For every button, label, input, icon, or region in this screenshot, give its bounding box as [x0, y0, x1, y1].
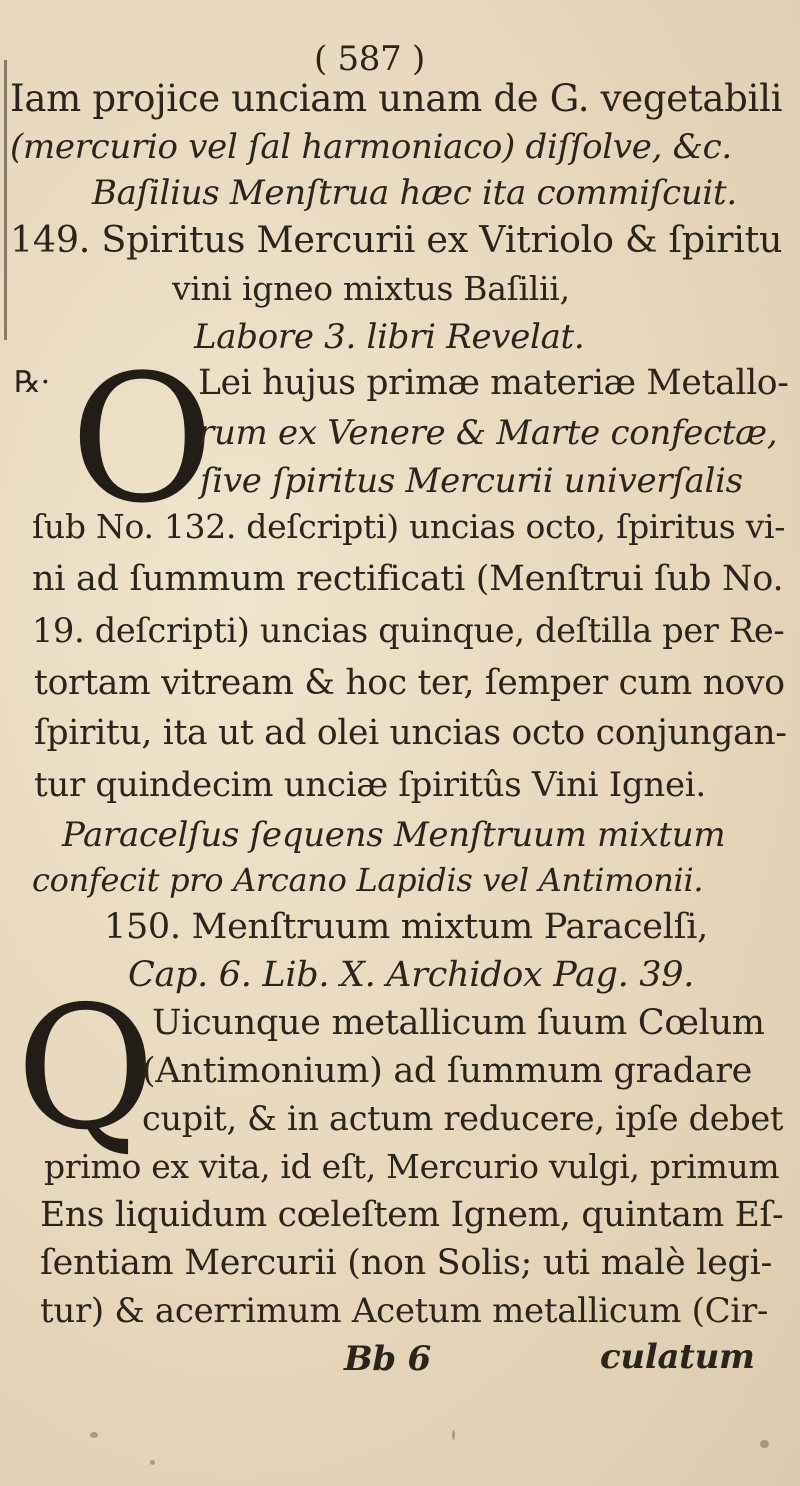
- text-line-22: cupit, & in actum reducere, ipſe debet: [142, 1099, 784, 1138]
- text-line-9: ſive ſpiritus Mercurii univerſalis: [200, 461, 743, 501]
- text-line-10: ſub No. 132. deſcripti) uncias octo, ſpiritus vi-: [32, 507, 786, 546]
- drop-cap-o: O: [70, 337, 215, 542]
- page-edge-rule: [4, 60, 7, 340]
- text-line-2: (mercurio vel ſal harmoniaco) diſſolve, &c.: [10, 127, 732, 167]
- text-line-13: tortam vitream & hoc ter, ſemper cum novo: [34, 663, 785, 703]
- text-line-24: Ens liquidum cœleſtem Ignem, quintam Eſ-: [40, 1195, 784, 1235]
- text-line-3: Baſilius Menſtrua hæc ita commiſcuit.: [92, 173, 737, 213]
- text-line-6: Labore 3. libri Revelat.: [194, 317, 585, 357]
- text-line-5: vini igneo mixtus Baſilii,: [172, 269, 570, 308]
- text-line-12: 19. deſcripti) uncias quinque, deſtilla per Re-: [32, 611, 785, 650]
- text-line-8: rum ex Venere & Marte confectæ,: [198, 413, 778, 453]
- catchword: culatum: [600, 1337, 755, 1377]
- paper-speck: [150, 1460, 155, 1465]
- paper-speck: [760, 1440, 769, 1448]
- text-line-20: Uicunque metallicum ſuum Cœlum: [152, 1003, 765, 1043]
- text-line-21: (Antimonium) ad ſummum gradare: [142, 1051, 753, 1091]
- drop-cap-q: Q: [16, 970, 156, 1168]
- text-line-7: Lei hujus primæ materiæ Metallo-: [198, 363, 789, 403]
- text-line-19: Cap. 6. Lib. X. Archidox Pag. 39.: [128, 955, 695, 995]
- text-line-16: Paracelſus ſequens Menſtruum mixtum: [62, 815, 726, 855]
- paper-speck: [452, 1430, 455, 1440]
- text-line-4: 149. Spiritus Mercurii ex Vitriolo & ſpiritu: [10, 218, 783, 261]
- text-line-25: ſentiam Mercurii (non Solis; uti malè legi-: [40, 1243, 773, 1283]
- paper-speck: [90, 1432, 98, 1438]
- signature-mark: Bb 6: [344, 1339, 431, 1379]
- text-line-26: tur) & acerrimum Acetum metallicum (Cir-: [40, 1291, 769, 1331]
- recipe-symbol: ℞·: [14, 365, 50, 400]
- text-line-1: Iam projice unciam unam de G. vegetabili: [10, 77, 783, 120]
- text-line-15: tur quindecim unciæ ſpiritûs Vini Ignei.: [34, 765, 706, 805]
- text-line-18: 150. Menſtruum mixtum Paracelſi,: [104, 907, 708, 947]
- text-line-11: ni ad ſummum rectificati (Menſtrui ſub No.: [32, 559, 784, 599]
- text-line-23: primo ex vita, id eſt, Mercurio vulgi, primum: [44, 1147, 780, 1186]
- text-line-17: confecit pro Arcano Lapidis vel Antimonii.: [32, 861, 704, 899]
- text-line-14: ſpiritu, ita ut ad olei uncias octo conjungan-: [34, 713, 787, 753]
- page-number: ( 587 ): [314, 39, 425, 79]
